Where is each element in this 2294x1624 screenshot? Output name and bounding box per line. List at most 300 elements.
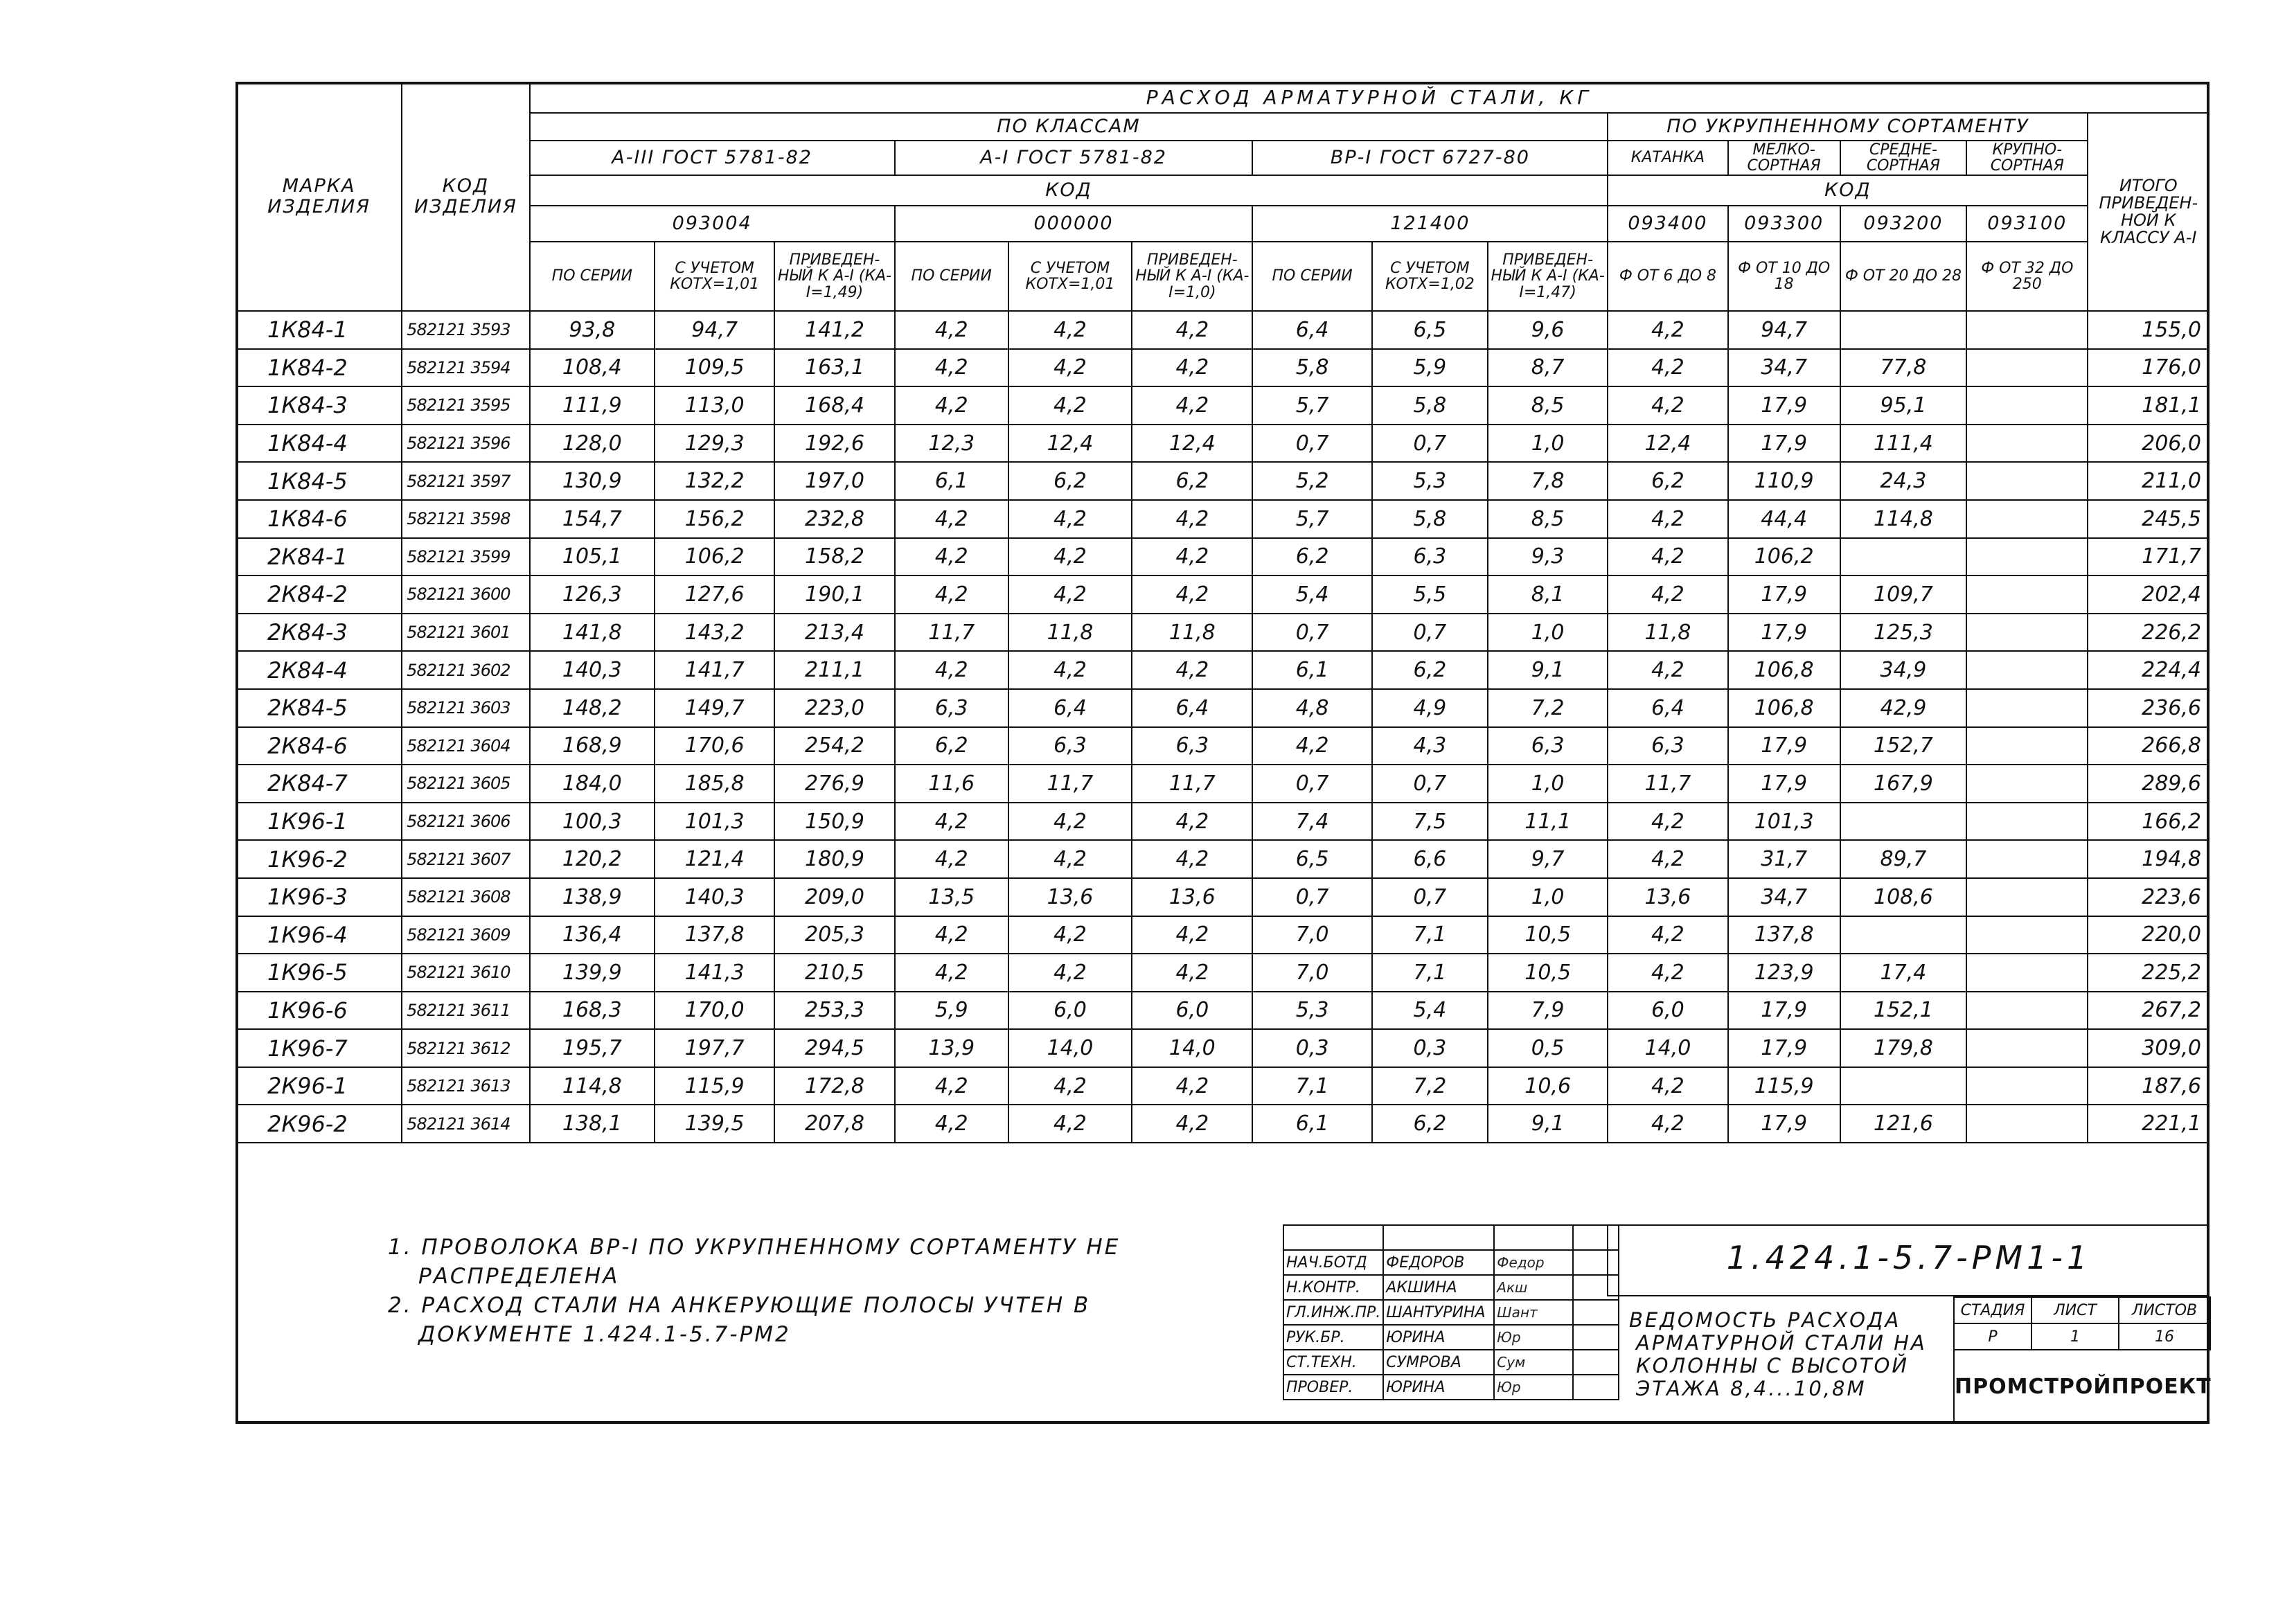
cell-a3-uchet: 94,7	[655, 311, 774, 349]
cell-a1-serii: 4,2	[895, 840, 1008, 878]
cell-sredne	[1840, 916, 1966, 954]
cell-melko: 123,9	[1728, 954, 1840, 992]
cell-vr-priv: 10,6	[1488, 1067, 1608, 1105]
cell-total: 224,4	[2088, 651, 2209, 689]
cell-a1-uchet: 6,3	[1008, 727, 1132, 765]
cell-a1-uchet: 14,0	[1008, 1029, 1132, 1067]
cell-vr-priv: 7,2	[1488, 689, 1608, 727]
cell-a3-priv: 223,0	[774, 689, 894, 727]
cell-vr-priv: 7,9	[1488, 992, 1608, 1030]
col-header-total: ИТОГО ПРИВЕДЕН-НОЙ К КЛАССУ А-I	[2088, 113, 2209, 311]
cell-vr-priv: 8,5	[1488, 386, 1608, 425]
cell-total: 267,2	[2088, 992, 2209, 1030]
cell-a3-serii: 138,1	[530, 1105, 655, 1143]
cell-a3-uchet: 139,5	[655, 1105, 774, 1143]
cell-a3-uchet: 101,3	[655, 803, 774, 841]
katanka-header: КАТАНКА	[1608, 141, 1727, 175]
cell-a1-uchet: 6,0	[1008, 992, 1132, 1030]
sig-name: ФЕДОРОВ	[1383, 1250, 1494, 1275]
cell-a3-priv: 213,4	[774, 614, 894, 652]
cell-total: 221,1	[2088, 1105, 2209, 1143]
cell-sredne: 42,9	[1840, 689, 1966, 727]
cell-code: 582121 3611	[402, 992, 529, 1030]
cell-a3-uchet: 129,3	[655, 425, 774, 463]
cell-vr-uchet: 7,2	[1372, 1067, 1488, 1105]
cell-mark: 2К84-6	[236, 727, 402, 765]
cell-melko: 31,7	[1728, 840, 1840, 878]
vr1-s-uchetom: С УЧЕТОМ КОТХ=1,02	[1372, 242, 1488, 311]
cell-a3-serii: 136,4	[530, 916, 655, 954]
cell-total: 181,1	[2088, 386, 2209, 425]
cell-vr-uchet: 0,7	[1372, 614, 1488, 652]
cell-krupno	[1966, 386, 2088, 425]
cell-a3-uchet: 109,5	[655, 349, 774, 387]
cell-vr-uchet: 5,8	[1372, 386, 1488, 425]
cell-a3-serii: 148,2	[530, 689, 655, 727]
sheet-value: 1	[2031, 1323, 2119, 1350]
cell-a1-uchet: 4,2	[1008, 803, 1132, 841]
cell-krupno	[1966, 803, 2088, 841]
cell-vr-uchet: 6,5	[1372, 311, 1488, 349]
cell-a3-priv: 276,9	[774, 765, 894, 803]
table-row	[236, 1029, 2209, 1067]
doc-title-line-3: КОЛОННЫ С ВЫСОТОЙ	[1636, 1354, 1910, 1377]
cell-vr-priv: 1,0	[1488, 765, 1608, 803]
cell-a1-uchet: 4,2	[1008, 1105, 1132, 1143]
cell-vr-serii: 5,7	[1252, 386, 1371, 425]
cell-code: 582121 3606	[402, 803, 529, 841]
sig-name: ЮРИНА	[1383, 1325, 1494, 1350]
cell-sredne: 152,1	[1840, 992, 1966, 1030]
cell-code: 582121 3601	[402, 614, 529, 652]
cell-vr-uchet: 0,7	[1372, 425, 1488, 463]
cell-krupno	[1966, 1029, 2088, 1067]
cell-a1-priv: 13,6	[1132, 878, 1252, 916]
cell-a3-uchet: 141,3	[655, 954, 774, 992]
cell-a1-serii: 4,2	[895, 311, 1008, 349]
cell-total: 211,0	[2088, 462, 2209, 500]
cell-melko: 110,9	[1728, 462, 1840, 500]
cell-total: 245,5	[2088, 500, 2209, 538]
cell-a3-serii: 100,3	[530, 803, 655, 841]
table-row	[236, 349, 2209, 387]
diam-katanka: Ф ОТ 6 ДО 8	[1608, 242, 1727, 311]
cell-a3-serii: 120,2	[530, 840, 655, 878]
cell-sredne: 111,4	[1840, 425, 1966, 463]
organization-name: ПРОМСТРОЙПРОЕКТ	[1953, 1350, 2209, 1424]
cell-a1-uchet: 4,2	[1008, 500, 1132, 538]
table-row	[236, 614, 2209, 652]
cell-a1-serii: 6,2	[895, 727, 1008, 765]
sig-signature: Шант	[1494, 1300, 1573, 1325]
cell-vr-priv: 10,5	[1488, 954, 1608, 992]
table-row	[236, 500, 2209, 538]
cell-vr-serii: 5,7	[1252, 500, 1371, 538]
code-sredne: 093200	[1840, 206, 1966, 242]
cell-a1-serii: 4,2	[895, 916, 1008, 954]
signature-row-blank	[1283, 1225, 1619, 1250]
cell-a1-serii: 6,1	[895, 462, 1008, 500]
cell-krupno	[1966, 651, 2088, 689]
cell-a3-serii: 195,7	[530, 1029, 655, 1067]
cell-krupno	[1966, 689, 2088, 727]
cell-mark: 2К84-7	[236, 765, 402, 803]
cell-vr-serii: 0,7	[1252, 765, 1371, 803]
cell-a1-serii: 4,2	[895, 538, 1008, 576]
cell-a1-uchet: 4,2	[1008, 575, 1132, 614]
sig-signature: Сум	[1494, 1350, 1573, 1375]
sig-signature: Юр	[1494, 1325, 1573, 1350]
cell-katanka: 4,2	[1608, 651, 1727, 689]
cell-a3-uchet: 106,2	[655, 538, 774, 576]
group-by-class: ПО КЛАССАМ	[530, 113, 1608, 141]
code-vr1: 121400	[1252, 206, 1608, 242]
cell-sredne: 179,8	[1840, 1029, 1966, 1067]
cell-a1-priv: 11,8	[1132, 614, 1252, 652]
table-row	[236, 1105, 2209, 1143]
document-number: 1.424.1-5.7-РМ1-1	[1607, 1224, 2209, 1296]
cell-a1-priv: 14,0	[1132, 1029, 1252, 1067]
cell-total: 226,2	[2088, 614, 2209, 652]
cell-mark: 2К96-2	[236, 1105, 402, 1143]
class-a1-header: А-I ГОСТ 5781-82	[895, 141, 1253, 175]
cell-krupno	[1966, 311, 2088, 349]
cell-vr-uchet: 0,7	[1372, 878, 1488, 916]
cell-melko: 17,9	[1728, 992, 1840, 1030]
cell-vr-uchet: 0,7	[1372, 765, 1488, 803]
cell-a1-priv: 11,7	[1132, 765, 1252, 803]
stage-value: Р	[1954, 1323, 2031, 1350]
krupno-header: КРУПНО-СОРТНАЯ	[1966, 141, 2088, 175]
doc-title-line-2: АРМАТУРНОЙ СТАЛИ НА	[1636, 1331, 1927, 1355]
kod-header-2: КОД	[1608, 175, 2088, 206]
cell-a1-priv: 4,2	[1132, 311, 1252, 349]
cell-a3-serii: 138,9	[530, 878, 655, 916]
cell-code: 582121 3609	[402, 916, 529, 954]
a1-po-serii: ПО СЕРИИ	[895, 242, 1008, 311]
sredne-header: СРЕДНЕ-СОРТНАЯ	[1840, 141, 1966, 175]
cell-mark: 1К96-7	[236, 1029, 402, 1067]
cell-krupno	[1966, 878, 2088, 916]
diam-krupno: Ф ОТ 32 ДО 250	[1966, 242, 2088, 311]
cell-a1-uchet: 4,2	[1008, 916, 1132, 954]
sheet-label: ЛИСТ	[2031, 1297, 2119, 1323]
code-melko: 093300	[1728, 206, 1840, 242]
a1-s-uchetom: С УЧЕТОМ КОТХ=1,01	[1008, 242, 1132, 311]
cell-a1-serii: 4,2	[895, 575, 1008, 614]
cell-a3-priv: 197,0	[774, 462, 894, 500]
cell-a3-priv: 209,0	[774, 878, 894, 916]
cell-melko: 94,7	[1728, 311, 1840, 349]
cell-a3-uchet: 140,3	[655, 878, 774, 916]
cell-melko: 17,9	[1728, 386, 1840, 425]
cell-mark: 1К84-4	[236, 425, 402, 463]
cell-a3-priv: 253,3	[774, 992, 894, 1030]
cell-a1-priv: 4,2	[1132, 538, 1252, 576]
sig-name: АКШИНА	[1383, 1275, 1494, 1300]
cell-katanka: 4,2	[1608, 538, 1727, 576]
cell-code: 582121 3603	[402, 689, 529, 727]
cell-a1-priv: 4,2	[1132, 651, 1252, 689]
cell-a3-uchet: 143,2	[655, 614, 774, 652]
cell-vr-serii: 6,5	[1252, 840, 1371, 878]
cell-a3-uchet: 141,7	[655, 651, 774, 689]
sig-date	[1573, 1350, 1619, 1375]
cell-melko: 17,9	[1728, 765, 1840, 803]
melko-header: МЕЛКО-СОРТНАЯ	[1728, 141, 1840, 175]
cell-katanka: 12,4	[1608, 425, 1727, 463]
cell-a1-priv: 12,4	[1132, 425, 1252, 463]
note-1: 1. ПРОВОЛОКА ВР-I ПО УКРУПНЕННОМУ СОРТАМЕНТУ НЕ	[388, 1235, 1121, 1260]
cell-code: 582121 3604	[402, 727, 529, 765]
cell-melko: 17,9	[1728, 1029, 1840, 1067]
cell-katanka: 4,2	[1608, 386, 1727, 425]
cell-katanka: 14,0	[1608, 1029, 1727, 1067]
cell-a3-uchet: 115,9	[655, 1067, 774, 1105]
class-a3-header: А-III ГОСТ 5781-82	[530, 141, 895, 175]
cell-vr-priv: 6,3	[1488, 727, 1608, 765]
cell-krupno	[1966, 462, 2088, 500]
cell-krupno	[1966, 840, 2088, 878]
cell-a3-serii: 168,3	[530, 992, 655, 1030]
sig-name: ШАНТУРИНА	[1383, 1300, 1494, 1325]
cell-a3-priv: 210,5	[774, 954, 894, 992]
cell-a1-serii: 4,2	[895, 1067, 1008, 1105]
table-row	[236, 651, 2209, 689]
cell-krupno	[1966, 765, 2088, 803]
cell-a3-priv: 168,4	[774, 386, 894, 425]
cell-a3-serii: 130,9	[530, 462, 655, 500]
cell-a3-priv: 172,8	[774, 1067, 894, 1105]
cell-mark: 1К96-5	[236, 954, 402, 992]
cell-a1-priv: 6,0	[1132, 992, 1252, 1030]
cell-katanka: 4,2	[1608, 803, 1727, 841]
cell-melko: 106,8	[1728, 651, 1840, 689]
cell-a3-priv: 180,9	[774, 840, 894, 878]
code-katanka: 093400	[1608, 206, 1727, 242]
cell-melko: 106,2	[1728, 538, 1840, 576]
cell-a3-serii: 184,0	[530, 765, 655, 803]
vr1-po-serii: ПО СЕРИИ	[1252, 242, 1371, 311]
cell-code: 582121 3605	[402, 765, 529, 803]
sheets-value: 16	[2119, 1323, 2210, 1350]
sig-role: ГЛ.ИНЖ.ПР.	[1283, 1300, 1383, 1325]
sig-role: НАЧ.БОТД	[1283, 1250, 1383, 1275]
cell-vr-serii: 0,7	[1252, 614, 1371, 652]
cell-a3-uchet: 132,2	[655, 462, 774, 500]
cell-vr-uchet: 7,1	[1372, 954, 1488, 992]
cell-code: 582121 3597	[402, 462, 529, 500]
cell-a3-priv: 192,6	[774, 425, 894, 463]
cell-mark: 1К84-6	[236, 500, 402, 538]
cell-katanka: 4,2	[1608, 1067, 1727, 1105]
table-row	[236, 840, 2209, 878]
table-row	[236, 575, 2209, 614]
cell-a3-uchet: 185,8	[655, 765, 774, 803]
steel-consumption-table	[235, 82, 2209, 1143]
sig-name: ЮРИНА	[1383, 1375, 1494, 1400]
cell-sredne	[1840, 538, 1966, 576]
cell-a1-priv: 4,2	[1132, 954, 1252, 992]
cell-sredne	[1840, 1067, 1966, 1105]
doc-title-line-1: ВЕДОМОСТЬ РАСХОДА	[1629, 1308, 1901, 1332]
cell-vr-serii: 6,2	[1252, 538, 1371, 576]
cell-code: 582121 3594	[402, 349, 529, 387]
cell-a3-priv: 150,9	[774, 803, 894, 841]
cell-a1-priv: 4,2	[1132, 1105, 1252, 1143]
cell-vr-serii: 4,2	[1252, 727, 1371, 765]
cell-sredne	[1840, 311, 1966, 349]
cell-sredne	[1840, 803, 1966, 841]
cell-total: 289,6	[2088, 765, 2209, 803]
a3-privedenny: ПРИВЕДЕН-НЫЙ К А-I (КА-I=1,49)	[774, 242, 894, 311]
cell-vr-priv: 9,1	[1488, 1105, 1608, 1143]
cell-total: 166,2	[2088, 803, 2209, 841]
cell-a1-uchet: 12,4	[1008, 425, 1132, 463]
table-row	[236, 386, 2209, 425]
sig-blank	[1283, 1225, 1383, 1250]
cell-melko: 106,8	[1728, 689, 1840, 727]
cell-a3-priv: 141,2	[774, 311, 894, 349]
sig-signature: Акш	[1494, 1275, 1573, 1300]
cell-vr-serii: 7,1	[1252, 1067, 1371, 1105]
code-krupno: 093100	[1966, 206, 2088, 242]
cell-melko: 17,9	[1728, 727, 1840, 765]
cell-vr-uchet: 6,3	[1372, 538, 1488, 576]
cell-sredne: 108,6	[1840, 878, 1966, 916]
cell-a3-priv: 207,8	[774, 1105, 894, 1143]
sheets-label: ЛИСТОВ	[2119, 1297, 2210, 1323]
cell-a3-uchet: 170,6	[655, 727, 774, 765]
cell-code: 582121 3608	[402, 878, 529, 916]
table-row	[236, 992, 2209, 1030]
cell-total: 206,0	[2088, 425, 2209, 463]
cell-katanka: 4,2	[1608, 840, 1727, 878]
cell-mark: 2К84-3	[236, 614, 402, 652]
cell-mark: 1К96-1	[236, 803, 402, 841]
cell-krupno	[1966, 538, 2088, 576]
cell-a3-serii: 140,3	[530, 651, 655, 689]
cell-code: 582121 3598	[402, 500, 529, 538]
cell-katanka: 6,4	[1608, 689, 1727, 727]
cell-code: 582121 3595	[402, 386, 529, 425]
cell-vr-serii: 5,4	[1252, 575, 1371, 614]
signature-block	[1283, 1224, 1619, 1400]
cell-a3-serii: 93,8	[530, 311, 655, 349]
cell-vr-priv: 9,3	[1488, 538, 1608, 576]
kod-header: КОД	[530, 175, 1608, 206]
cell-a3-priv: 163,1	[774, 349, 894, 387]
cell-total: 225,2	[2088, 954, 2209, 992]
cell-a1-priv: 4,2	[1132, 386, 1252, 425]
table-body	[236, 311, 2209, 1143]
sig-date	[1573, 1300, 1619, 1325]
cell-melko: 44,4	[1728, 500, 1840, 538]
cell-a3-priv: 190,1	[774, 575, 894, 614]
cell-katanka: 13,6	[1608, 878, 1727, 916]
cell-melko: 17,9	[1728, 1105, 1840, 1143]
cell-code: 582121 3614	[402, 1105, 529, 1143]
cell-vr-uchet: 5,8	[1372, 500, 1488, 538]
cell-vr-priv: 1,0	[1488, 878, 1608, 916]
code-a3: 093004	[530, 206, 895, 242]
cell-sredne: 89,7	[1840, 840, 1966, 878]
cell-melko: 137,8	[1728, 916, 1840, 954]
cell-vr-priv: 8,1	[1488, 575, 1608, 614]
cell-vr-priv: 9,6	[1488, 311, 1608, 349]
table-row	[236, 727, 2209, 765]
cell-vr-priv: 8,5	[1488, 500, 1608, 538]
cell-a3-uchet: 156,2	[655, 500, 774, 538]
sig-signature: Федор	[1494, 1250, 1573, 1275]
cell-vr-uchet: 7,5	[1372, 803, 1488, 841]
cell-mark: 2К84-2	[236, 575, 402, 614]
table-row	[236, 878, 2209, 916]
cell-a1-priv: 6,2	[1132, 462, 1252, 500]
cell-vr-serii: 6,1	[1252, 1105, 1371, 1143]
cell-krupno	[1966, 614, 2088, 652]
cell-melko: 17,9	[1728, 425, 1840, 463]
note-2-cont: ДОКУМЕНТЕ 1.424.1-5.7-РМ2	[418, 1322, 791, 1347]
cell-vr-priv: 0,5	[1488, 1029, 1608, 1067]
cell-krupno	[1966, 916, 2088, 954]
vr1-privedenny: ПРИВЕДЕН-НЫЙ К А-I (КА-I=1,47)	[1488, 242, 1608, 311]
note-2: 2. РАСХОД СТАЛИ НА АНКЕРУЮЩИЕ ПОЛОСЫ УЧТЕН В	[388, 1293, 1091, 1318]
document-title	[1629, 1309, 1927, 1400]
cell-a1-priv: 6,3	[1132, 727, 1252, 765]
cell-a3-serii: 168,9	[530, 727, 655, 765]
stage-sheet-block	[1953, 1296, 2211, 1350]
cell-a1-priv: 4,2	[1132, 916, 1252, 954]
cell-sredne: 95,1	[1840, 386, 1966, 425]
cell-mark: 2К84-1	[236, 538, 402, 576]
sig-role: ПРОВЕР.	[1283, 1375, 1383, 1400]
cell-a3-uchet: 149,7	[655, 689, 774, 727]
cell-total: 220,0	[2088, 916, 2209, 954]
table-row	[236, 311, 2209, 349]
cell-vr-serii: 7,4	[1252, 803, 1371, 841]
cell-vr-uchet: 5,9	[1372, 349, 1488, 387]
cell-a1-priv: 4,2	[1132, 575, 1252, 614]
cell-a1-uchet: 4,2	[1008, 651, 1132, 689]
cell-total: 187,6	[2088, 1067, 2209, 1105]
cell-sredne: 77,8	[1840, 349, 1966, 387]
cell-total: 194,8	[2088, 840, 2209, 878]
cell-vr-uchet: 5,5	[1372, 575, 1488, 614]
cell-katanka: 6,2	[1608, 462, 1727, 500]
code-a1: 000000	[895, 206, 1253, 242]
cell-code: 582121 3610	[402, 954, 529, 992]
cell-code: 582121 3607	[402, 840, 529, 878]
table-row	[236, 765, 2209, 803]
cell-a3-uchet: 127,6	[655, 575, 774, 614]
cell-vr-priv: 10,5	[1488, 916, 1608, 954]
cell-vr-serii: 6,4	[1252, 311, 1371, 349]
cell-vr-serii: 0,3	[1252, 1029, 1371, 1067]
cell-vr-priv: 7,8	[1488, 462, 1608, 500]
cell-krupno	[1966, 575, 2088, 614]
cell-vr-uchet: 4,9	[1372, 689, 1488, 727]
cell-a1-priv: 4,2	[1132, 1067, 1252, 1105]
cell-a3-serii: 128,0	[530, 425, 655, 463]
cell-mark: 1К84-3	[236, 386, 402, 425]
cell-a1-serii: 6,3	[895, 689, 1008, 727]
cell-a3-priv: 232,8	[774, 500, 894, 538]
cell-mark: 1К96-4	[236, 916, 402, 954]
cell-katanka: 11,7	[1608, 765, 1727, 803]
cell-a1-uchet: 4,2	[1008, 311, 1132, 349]
cell-sredne: 125,3	[1840, 614, 1966, 652]
